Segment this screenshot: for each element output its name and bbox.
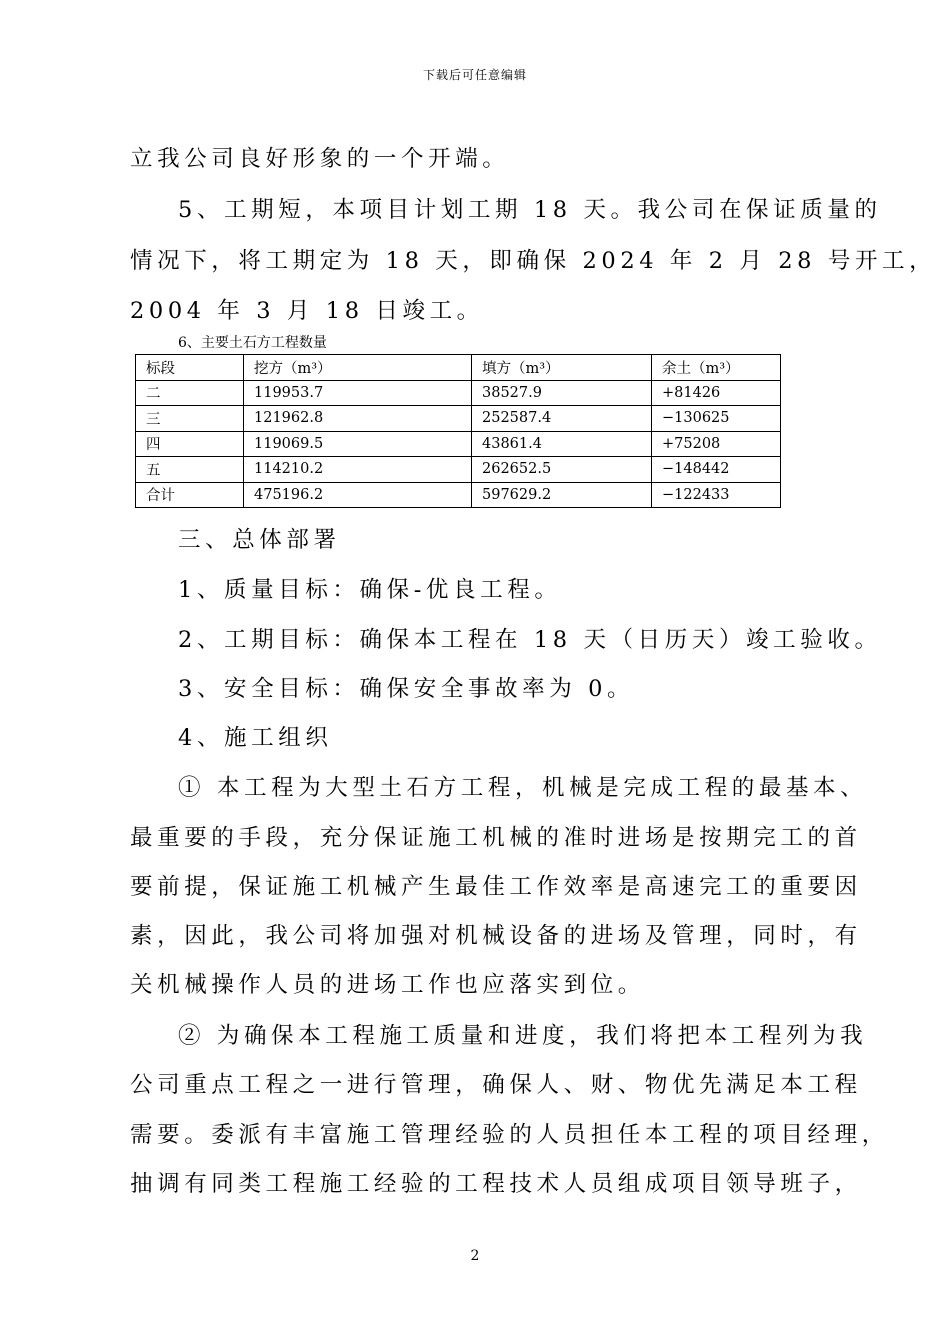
table-cell: 262652.5 <box>472 457 652 483</box>
paragraph-line: 素，因此，我公司将加强对机械设备的进场及管理，同时，有 <box>130 923 862 949</box>
table-caption: 6、主要土石方工程数量 <box>178 335 327 351</box>
paragraph-line: 抽调有同类工程施工经验的工程技术人员组成项目领导班子， <box>130 1171 862 1197</box>
paragraph-line: 公司重点工程之一进行管理，确保人、财、物优先满足本工程 <box>130 1072 862 1098</box>
table-cell: 114210.2 <box>244 457 472 483</box>
table-header-row <box>136 355 781 381</box>
table-cell: −122433 <box>652 482 781 508</box>
paragraph-line: ② 为确保本工程施工质量和进度，我们将把本工程列为我 <box>178 1023 868 1049</box>
table-cell: 119069.5 <box>244 431 472 457</box>
paragraph-line: 3、安全目标：确保安全事故率为 0。 <box>178 676 635 702</box>
paragraph-line: 关机械操作人员的进场工作也应落实到位。 <box>130 972 645 998</box>
table-cell: 三 <box>136 406 244 432</box>
paragraph-line: 立我公司良好形象的一个开端。 <box>130 146 510 172</box>
earthwork-table <box>135 354 781 508</box>
table-header-cell: 填方（m³） <box>472 355 652 381</box>
paragraph-line: 2004 年 3 月 18 日竣工。 <box>130 298 484 324</box>
paragraph-line: 2、工期目标：确保本工程在 18 天（日历天）竣工验收。 <box>178 627 882 653</box>
table-cell: 四 <box>136 431 244 457</box>
section-heading: 三、总体部署 <box>178 527 341 553</box>
page-header: 下载后可任意编辑 <box>422 68 527 82</box>
table-header-cell: 标段 <box>136 355 244 381</box>
table-cell: 597629.2 <box>472 482 652 508</box>
table-row <box>136 457 781 483</box>
table-cell: +75208 <box>652 431 781 457</box>
table-cell: 合计 <box>136 482 244 508</box>
table-cell: 252587.4 <box>472 406 652 432</box>
table-cell: −148442 <box>652 457 781 483</box>
paragraph-line: 5、工期短，本项目计划工期 18 天。我公司在保证质量的 <box>178 197 882 223</box>
table-cell: +81426 <box>652 380 781 406</box>
paragraph-line: 1、质量目标：确保-优良工程。 <box>178 577 562 603</box>
page-number: 2 <box>470 1248 480 1264</box>
paragraph-line: 情况下，将工期定为 18 天，即确保 2024 年 2 月 28 号开工， <box>130 248 937 274</box>
table-cell: 五 <box>136 457 244 483</box>
paragraph-line: 4、施工组织 <box>178 725 333 751</box>
table-cell: 119953.7 <box>244 380 472 406</box>
paragraph-line: ① 本工程为大型土石方工程，机械是完成工程的最基本、 <box>178 775 868 801</box>
table-row <box>136 431 781 457</box>
paragraph-line: 要前提，保证施工机械产生最佳工作效率是高速完工的重要因 <box>130 874 862 900</box>
table-cell: 475196.2 <box>244 482 472 508</box>
table-cell: 121962.8 <box>244 406 472 432</box>
table-row <box>136 380 781 406</box>
table-cell: 二 <box>136 380 244 406</box>
table-header-cell: 挖方（m³） <box>244 355 472 381</box>
table-cell: 38527.9 <box>472 380 652 406</box>
table-cell: 43861.4 <box>472 431 652 457</box>
table-total-row <box>136 482 781 508</box>
paragraph-line: 需要。委派有丰富施工管理经验的人员担任本工程的项目经理， <box>130 1122 889 1148</box>
table-cell: −130625 <box>652 406 781 432</box>
paragraph-line: 最重要的手段，充分保证施工机械的准时进场是按期完工的首 <box>130 825 862 851</box>
table-row <box>136 406 781 432</box>
table-header-cell: 余土（m³） <box>652 355 781 381</box>
